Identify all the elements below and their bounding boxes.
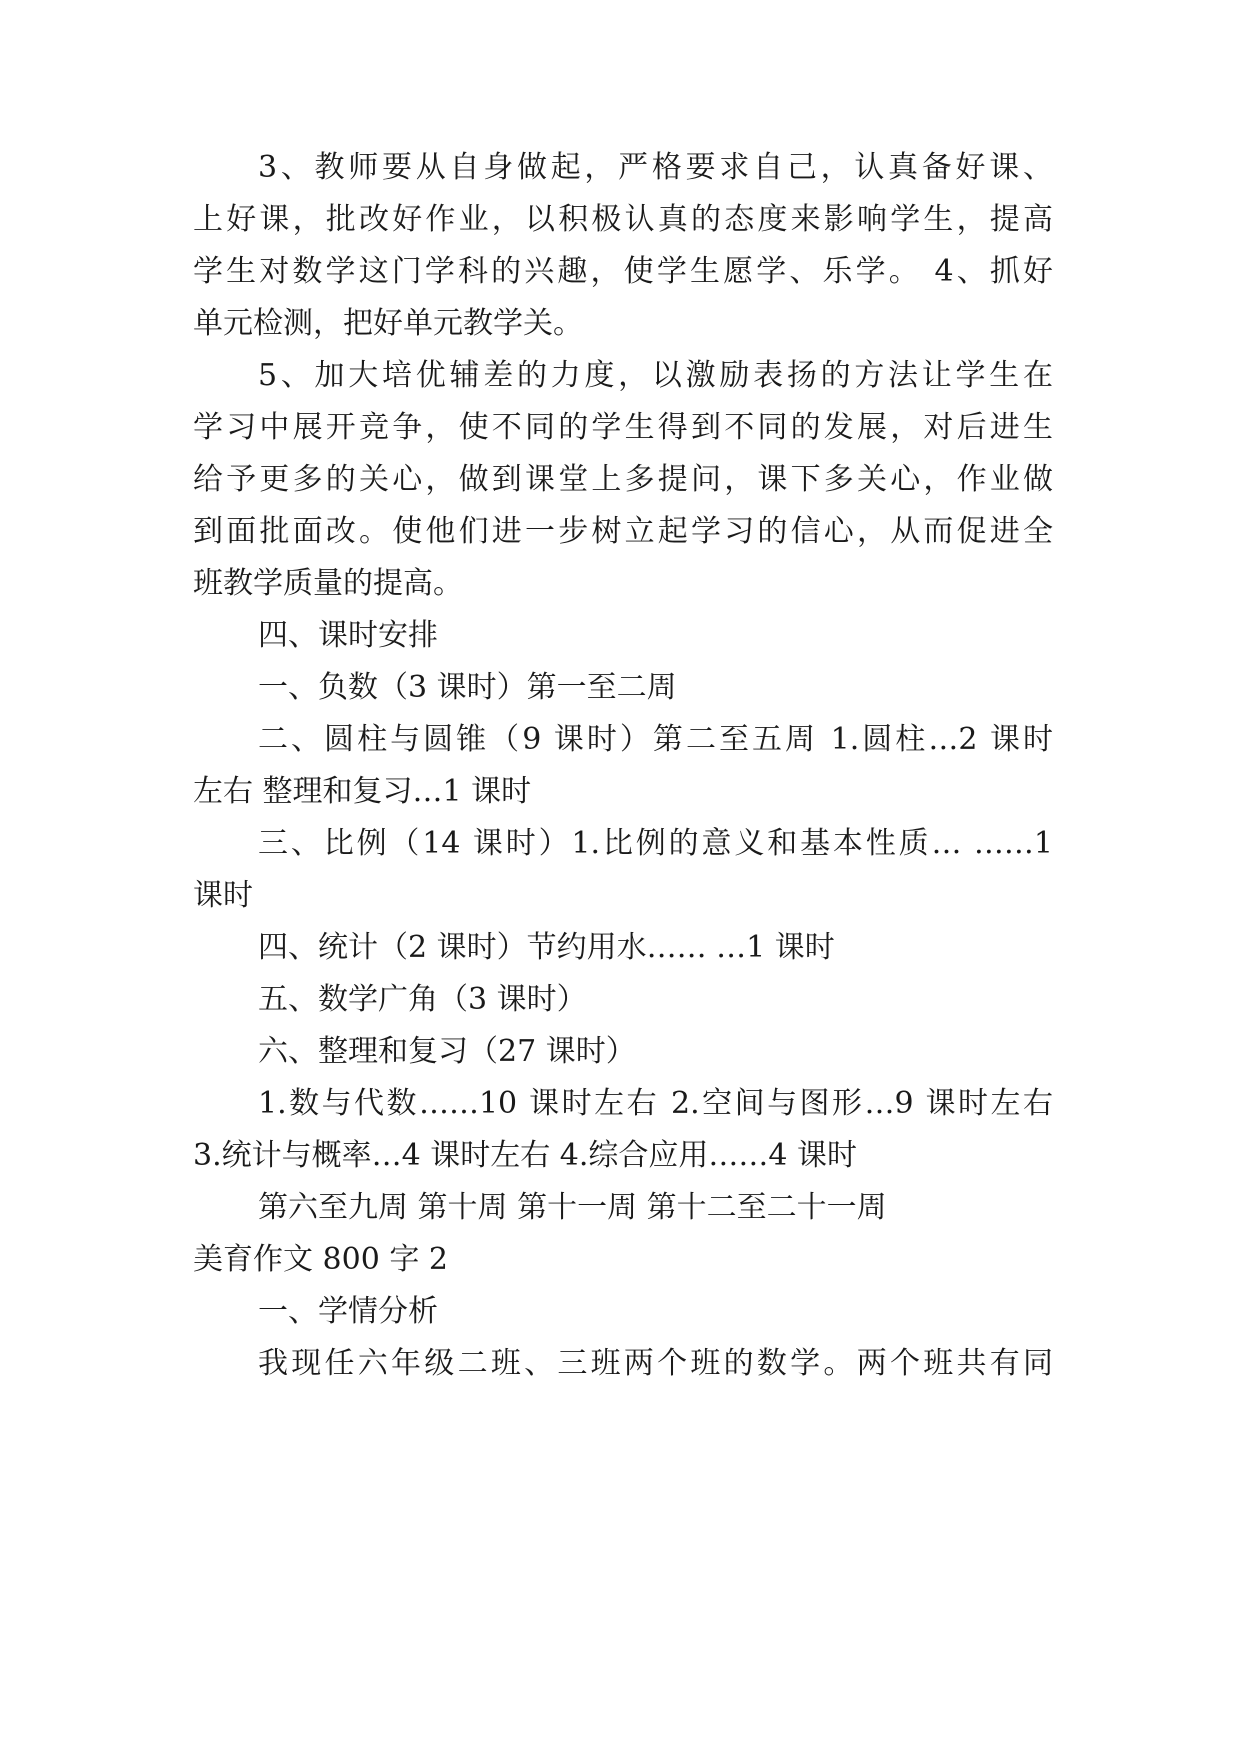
schedule-item-5: 五、数学广角（3 课时） bbox=[258, 982, 587, 1017]
paragraph-5-line-4: 到面批面改。使他们进一步树立起学习的信心，从而促进全 bbox=[193, 514, 1053, 549]
section-heading-schedule: 四、课时安排 bbox=[258, 618, 438, 653]
document-title: 美育作文 800 字 2 bbox=[193, 1242, 448, 1277]
review-breakdown-line-2: 3.统计与概率…4 课时左右 4.综合应用……4 课时 bbox=[193, 1138, 858, 1173]
paragraph-5-line-1: 5、加大培优辅差的力度，以激励表扬的方法让学生在 bbox=[258, 358, 1053, 393]
section-heading-analysis: 一、学情分析 bbox=[258, 1294, 438, 1329]
paragraph-3-line-4: 单元检测，把好单元教学关。 bbox=[193, 306, 583, 341]
paragraph-5-line-3: 给予更多的关心，做到课堂上多提问，课下多关心，作业做 bbox=[193, 462, 1053, 497]
schedule-item-3-line-1: 三、比例（14 课时）1.比例的意义和基本性质… ……1 bbox=[258, 826, 1053, 861]
week-ranges: 第六至九周 第十周 第十一周 第十二至二十一周 bbox=[258, 1190, 887, 1225]
schedule-item-3-line-2: 课时 bbox=[193, 878, 253, 913]
schedule-item-6: 六、整理和复习（27 课时） bbox=[258, 1034, 636, 1069]
paragraph-3-line-3: 学生对数学这门学科的兴趣，使学生愿学、乐学。 4、抓好 bbox=[193, 254, 1053, 289]
analysis-line-1: 我现任六年级二班、三班两个班的数学。两个班共有同 bbox=[258, 1346, 1053, 1381]
paragraph-3-line-2: 上好课，批改好作业，以积极认真的态度来影响学生，提高 bbox=[193, 202, 1053, 237]
schedule-item-2-line-2: 左右 整理和复习…1 课时 bbox=[193, 774, 532, 809]
paragraph-5-line-5: 班教学质量的提高。 bbox=[193, 566, 463, 601]
paragraph-3-line-1: 3、教师要从自身做起，严格要求自己，认真备好课、 bbox=[258, 150, 1053, 185]
schedule-item-2-line-1: 二、圆柱与圆锥（9 课时）第二至五周 1.圆柱…2 课时 bbox=[258, 722, 1053, 757]
schedule-item-4: 四、统计（2 课时）节约用水…… …1 课时 bbox=[258, 930, 835, 965]
schedule-item-1: 一、负数（3 课时）第一至二周 bbox=[258, 670, 677, 705]
paragraph-5-line-2: 学习中展开竞争，使不同的学生得到不同的发展，对后进生 bbox=[193, 410, 1053, 445]
review-breakdown-line-1: 1.数与代数……10 课时左右 2.空间与图形…9 课时左右 bbox=[258, 1086, 1053, 1121]
